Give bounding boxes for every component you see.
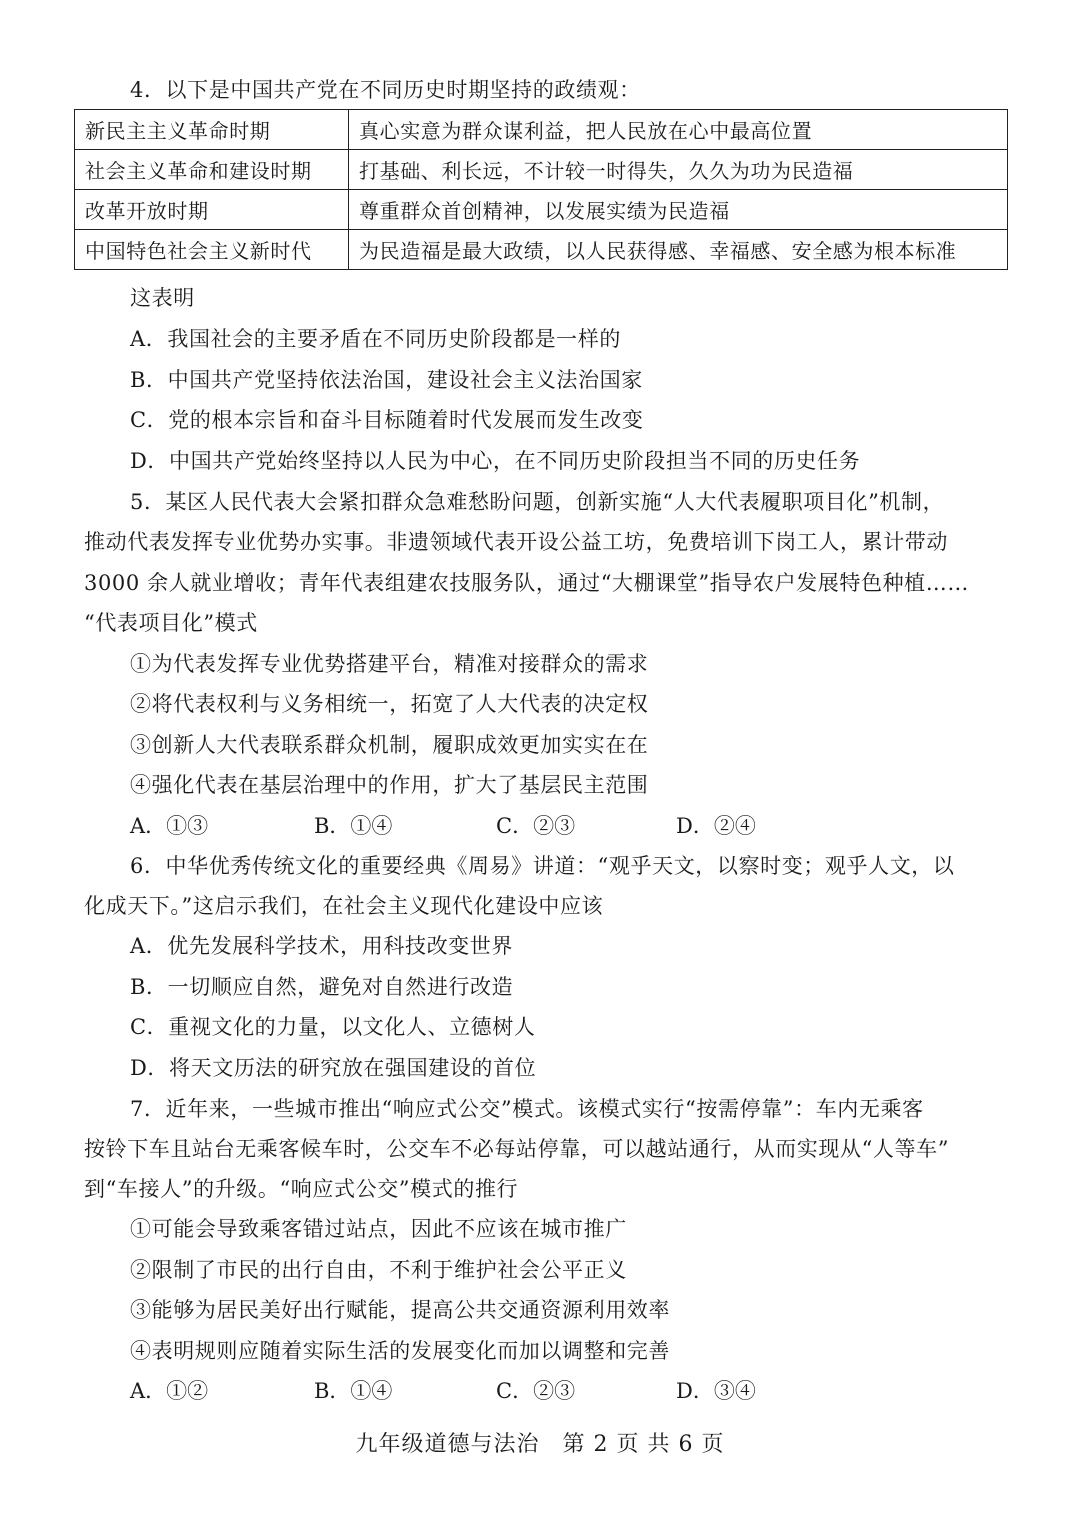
q5-stem-line: 推动代表发挥专业优势办实事。非遗领域代表开设公益工坊，免费培训下岗工人，累计带动 xyxy=(84,530,948,554)
q6-option-d: D．将天文历法的研究放在强国建设的首位 xyxy=(130,1056,537,1080)
period-cell: 新民主主义革命时期 xyxy=(75,110,349,150)
q7-choice-d: D．③④ xyxy=(676,1379,756,1403)
q6-option-b: B．一切顺应自然，避免对自然进行改造 xyxy=(130,975,514,999)
q6-option-a: A．优先发展科学技术，用科技改变世界 xyxy=(130,934,513,958)
period-cell: 改革开放时期 xyxy=(75,190,349,230)
q7-stem-line: 7．近年来，一些城市推出“响应式公交”模式。该模式实行“按需停靠”：车内无乘客 xyxy=(130,1097,924,1121)
q7-statement-1: ①可能会导致乘客错过站点，因此不应该在城市推广 xyxy=(130,1217,627,1241)
q5-choice-a: A．①③ xyxy=(130,814,209,838)
q4-table xyxy=(74,109,1008,270)
q6-stem-line: 化成天下。”这启示我们，在社会主义现代化建设中应该 xyxy=(84,894,604,918)
q4-option-c: C．党的根本宗旨和奋斗目标随着时代发展而发生改变 xyxy=(130,408,644,432)
view-cell: 尊重群众首创精神，以发展实绩为民造福 xyxy=(349,190,1008,230)
q4-option-b: B．中国共产党坚持依法治国，建设社会主义法治国家 xyxy=(130,368,643,392)
q5-statement-2: ②将代表权利与义务相统一，拓宽了人大代表的决定权 xyxy=(130,692,649,716)
q5-stem-line: 3000 余人就业增收；青年代表组建农技服务队，通过“大棚课堂”指导农户发展特色种植…… xyxy=(84,571,969,595)
period-cell: 社会主义革命和建设时期 xyxy=(75,150,349,190)
view-cell: 打基础、利长远，不计较一时得失，久久为功为民造福 xyxy=(349,150,1008,190)
q7-stem-line: 按铃下车且站台无乘客候车时，公交车不必每站停靠，可以越站通行，从而实现从“人等车” xyxy=(84,1137,950,1161)
period-cell: 中国特色社会主义新时代 xyxy=(75,230,349,270)
table-row xyxy=(75,150,1008,190)
q6-option-c: C．重视文化的力量，以文化人、立德树人 xyxy=(130,1015,536,1039)
q7-statement-4: ④表明规则应随着实际生活的发展变化而加以调整和完善 xyxy=(130,1339,670,1363)
q5-choice-b: B．①④ xyxy=(314,814,393,838)
q7-choice-a: A．①② xyxy=(130,1379,209,1403)
q7-statement-2: ②限制了市民的出行自由，不利于维护社会公平正义 xyxy=(130,1258,627,1282)
q6-stem-line: 6．中华优秀传统文化的重要经典《周易》讲道：“观乎天文，以察时变；观乎人文，以 xyxy=(130,854,955,878)
q5-choice-c: C．②③ xyxy=(496,814,576,838)
q5-choice-d: D．②④ xyxy=(676,814,756,838)
q5-statement-4: ④强化代表在基层治理中的作用，扩大了基层民主范围 xyxy=(130,773,649,797)
view-cell: 真心实意为群众谋利益，把人民放在心中最高位置 xyxy=(349,110,1008,150)
q7-choice-b: B．①④ xyxy=(314,1379,393,1403)
q5-stem-line: 5．某区人民代表大会紧扣群众急难愁盼问题，创新实施“人大代表履职项目化”机制， xyxy=(130,490,945,514)
q4-prompt: 这表明 xyxy=(130,286,195,310)
q7-statement-3: ③能够为居民美好出行赋能，提高公共交通资源利用效率 xyxy=(130,1298,670,1322)
q4-option-a: A．我国社会的主要矛盾在不同历史阶段都是一样的 xyxy=(130,327,621,351)
q5-stem-line: “代表项目化”模式 xyxy=(84,611,258,635)
table-row xyxy=(75,190,1008,230)
q7-stem-line: 到“车接人”的升级。“响应式公交”模式的推行 xyxy=(84,1177,519,1201)
q4-stem: 4．以下是中国共产党在不同历史时期坚持的政绩观： xyxy=(130,78,641,102)
table-row xyxy=(75,110,1008,150)
view-cell: 为民造福是最大政绩，以人民获得感、幸福感、安全感为根本标准 xyxy=(349,230,1008,270)
q5-statement-1: ①为代表发挥专业优势搭建平台，精准对接群众的需求 xyxy=(130,652,649,676)
table-row xyxy=(75,230,1008,270)
q7-choice-c: C．②③ xyxy=(496,1379,576,1403)
page-footer: 九年级道德与法治 第 2 页 共 6 页 xyxy=(355,1432,725,1457)
q4-option-d: D．中国共产党始终坚持以人民为中心，在不同历史阶段担当不同的历史任务 xyxy=(130,449,861,473)
q5-statement-3: ③创新人大代表联系群众机制，履职成效更加实实在在 xyxy=(130,733,649,757)
